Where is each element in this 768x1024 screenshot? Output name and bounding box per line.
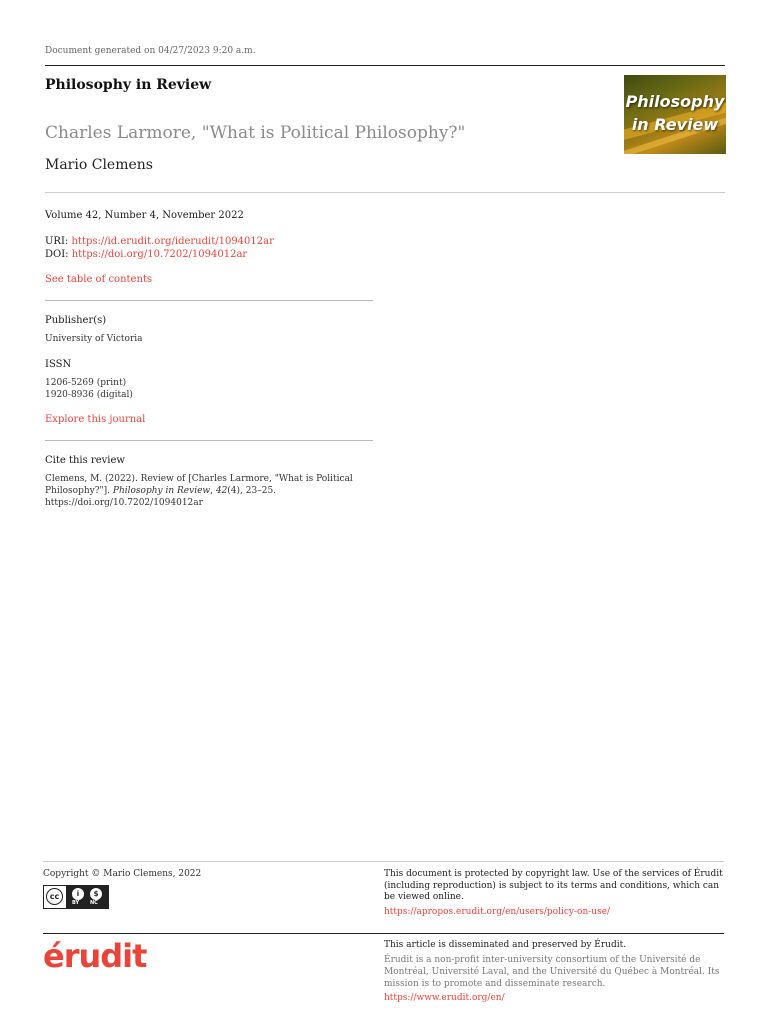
uri-label: URI: — [45, 236, 72, 247]
publisher-name: University of Victoria — [45, 334, 143, 344]
section-divider — [45, 300, 373, 301]
uri-line — [45, 236, 274, 247]
dissemination-notice: This article is disseminated and preserved by Érudit. — [384, 940, 627, 950]
issn-heading: ISSN — [45, 359, 72, 370]
citation-journal: Philosophy in Review — [112, 486, 211, 496]
issn-print: 1206-5269 (print) — [45, 378, 127, 388]
copyright-notice: Copyright © Mario Clemens, 2022 — [43, 869, 202, 879]
generated-timestamp: Document generated on 04/27/2023 9:20 a.m. — [45, 46, 256, 56]
issn-digital: 1920-8936 (digital) — [45, 390, 133, 400]
journal-cover-image — [624, 75, 726, 154]
journal-name: Philosophy in Review — [45, 77, 212, 93]
doi-link[interactable]: https://doi.org/10.7202/1094012ar — [71, 249, 248, 260]
article-title: Charles Larmore, "What is Political Philosophy?" — [45, 123, 466, 143]
citation-volume: 42 — [215, 486, 228, 496]
noncommercial-icon: $ — [89, 887, 103, 901]
uri-link[interactable]: https://id.erudit.org/iderudit/1094012ar — [71, 236, 274, 247]
volume-info: Volume 42, Number 4, November 2022 — [45, 210, 244, 221]
erudit-logo[interactable]: érudit — [43, 937, 147, 975]
table-of-contents-link[interactable]: See table of contents — [45, 274, 153, 285]
citation-part1: Clemens, M. (2022). Review of [Charles Larmore, "What is Political Philosophy?"]. — [45, 474, 353, 496]
cover-title-line2: in Review — [631, 115, 719, 134]
top-divider — [45, 65, 725, 66]
doi-line — [45, 249, 247, 260]
policy-link[interactable]: https://apropos.erudit.org/en/users/policy-on-use/ — [384, 907, 611, 917]
legal-notice: This document is protected by copyright law. Use of the services of Érudit (including reproduction) is subject to its terms and conditions, which can be viewed online. — [384, 869, 723, 902]
erudit-description: Érudit is a non-profit inter-university consortium of the Université de Montréal, Université Laval, and the Université du Québec à Montréal. Its mission is to promote and disseminate research. — [384, 955, 720, 989]
cover-title-line1: Philosophy — [625, 92, 725, 111]
cc-license-badge[interactable] — [43, 885, 109, 909]
doi-label: DOI: — [45, 249, 72, 260]
by-label: BY — [72, 900, 80, 906]
explore-journal-link[interactable]: Explore this journal — [45, 414, 146, 425]
footer-divider — [43, 861, 724, 862]
citation-sep: , — [210, 486, 216, 496]
citation-part2: (4), 23–25. — [227, 486, 277, 496]
publisher-heading: Publisher(s) — [45, 315, 107, 326]
section-divider — [45, 440, 373, 441]
footer-divider-2 — [43, 933, 724, 934]
nc-label: NC — [90, 900, 98, 906]
erudit-site-link[interactable]: https://www.erudit.org/en/ — [384, 993, 505, 1003]
by-icon: i — [71, 887, 85, 901]
cite-heading: Cite this review — [45, 455, 125, 466]
cc-icon: cc — [46, 888, 63, 905]
article-author: Mario Clemens — [45, 157, 153, 173]
citation-doi: https://doi.org/10.7202/1094012ar — [45, 498, 203, 508]
citation-text — [45, 473, 375, 509]
header-divider — [45, 192, 725, 193]
